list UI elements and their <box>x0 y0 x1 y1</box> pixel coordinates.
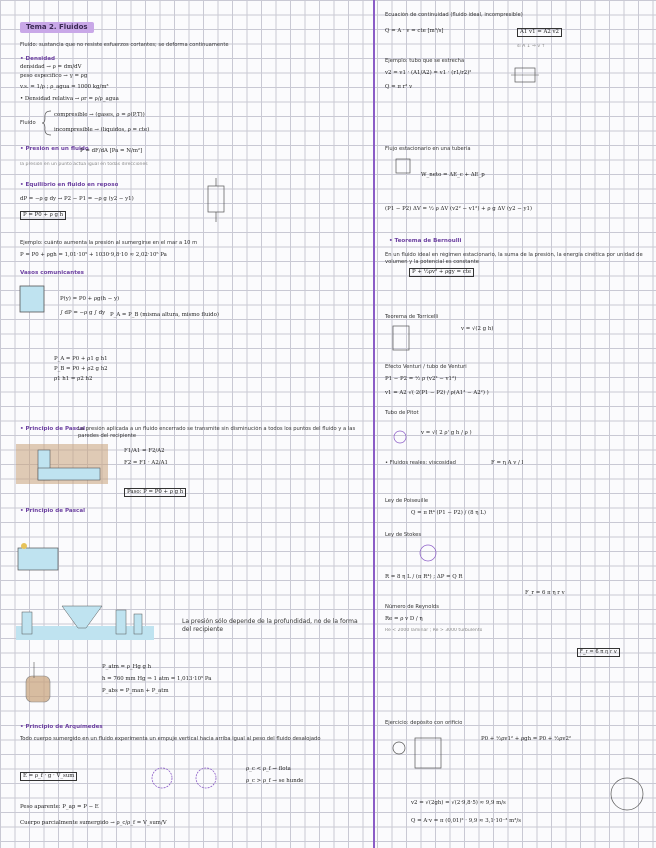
bernoulli-text: En un fluido ideal en régimen estacionario, la suma de la presión, la energía cinética por unidad de volumen y la potencial es constante <box>385 252 643 265</box>
vessels-paradox-sketch <box>16 604 156 642</box>
reynolds-equation: Re = ρ v D / η <box>385 616 423 622</box>
archimedes-text: Todo cuerpo sumergido en un fluido experimenta un empuje vertical hacia arriba igual al peso del fluido desalojado <box>20 736 321 742</box>
pitot-sketch <box>391 428 409 446</box>
manometer-c: ρ1 h1 = ρ2 h2 <box>54 376 93 382</box>
stokes-boxed <box>577 648 620 657</box>
manometer-b: P_B = P0 + ρ2 g h2 <box>54 366 108 372</box>
pressure-equation: P = dF/dA [Pa = N/m²] <box>80 148 143 154</box>
vessels-eq-3: P_A = P_B (misma altura, mismo fluido) <box>110 312 219 318</box>
rest-fluid-heading: • Equilibrio en fluido en reposo <box>20 182 119 188</box>
pitot-heading: Tubo de Pitot <box>385 410 419 416</box>
hydrostatic-boxed <box>20 211 66 220</box>
resistance-equation: R = 8 η L / (π R⁴) ; ΔP = Q R <box>385 574 463 580</box>
flotation-1: ρ_c < ρ_f → flota <box>246 766 291 772</box>
pressure-heading: • Presión en un fluido <box>20 146 89 152</box>
pascal-heading: • Principio de Pascal <box>20 426 86 432</box>
buoyancy-forces-sketch <box>144 760 226 796</box>
pascal-eq-2: F2 = F1 · A2/A1 <box>124 460 168 466</box>
reynolds-note: Re < 2000 laminar ; Re > 3000 turbulento <box>385 628 483 633</box>
pressure-differential: dP = −ρ g dy → P2 − P1 = −ρ g (y2 − y1) <box>20 196 134 202</box>
torricelli-equation: v = √(2 g h) <box>461 326 494 332</box>
barometer-eq-2: h = 760 mm Hg ⇒ 1 atm = 1,013·10⁵ Pa <box>102 676 212 682</box>
hydrostatic-equation: P = P0 + ρ g h <box>20 211 66 220</box>
specific-weight: peso específico → γ = ρg <box>20 73 88 79</box>
exercise-heading: Ejercicio: depósito con orificio <box>385 720 463 726</box>
flow-rate-equation: Q = A · v = cte [m³/s] <box>385 28 444 34</box>
connected-vessels-heading: Vasos comunicantes <box>20 270 84 276</box>
pascal-eq-3-value: Paso: P = P0 + ρ g h <box>124 488 186 497</box>
torricelli-heading: Teorema de Torricelli <box>385 314 439 320</box>
flotation-2: ρ_c > ρ_f → se hunde <box>246 778 304 784</box>
barometer-eq-1: P_atm = ρ_Hg g h <box>102 664 152 670</box>
pipe-example-heading: Ejemplo: tubo que se estrecha <box>385 58 465 64</box>
tank-with-orifice-sketch <box>389 734 449 774</box>
venturi-equation-2: v1 = A2 √( 2(P1 − P2) / ρ(A1² − A2²) ) <box>385 390 489 396</box>
density-equation: densidad → ρ = dm/dV <box>20 64 82 70</box>
venturi-heading: Efecto Venturi / tubo de Venturi <box>385 364 467 370</box>
bernoulli-equation <box>409 268 474 277</box>
density-heading: • Densidad <box>20 56 55 62</box>
left-column <box>6 0 368 848</box>
steady-flow-heading: Flujo estacionario en una tubería <box>385 146 471 152</box>
exercise-eq-3: Q = A·v = π (0,01)² · 9,9 ≈ 3,1·10⁻³ m³/s <box>411 818 521 824</box>
archimedes-heading: • Principio de Arquímedes <box>20 724 103 730</box>
relative-density: • Densidad relativa → ρr = ρ/ρ_agua <box>20 96 119 102</box>
intro-text: Fluido: sustancia que no resiste esfuerzos cortantes; se deforma continuamente <box>20 42 229 48</box>
vessels-eq-2: ∫ dP = −ρ g ∫ dy <box>60 310 106 316</box>
pressure-paradox-note: La presión sólo depende de la profundidad, no de la forma del recipiente <box>182 618 358 633</box>
manometer-a: P_A = P0 + ρ1 g h1 <box>54 356 108 362</box>
continuity-heading: Ecuación de continuidad (fluido ideal, incompresible) <box>385 12 523 18</box>
wheel-sketch <box>607 774 647 814</box>
bernoulli-equation-value: P + ½ρv² + ρgy = cte <box>409 268 474 277</box>
beaker-sketch <box>14 540 64 574</box>
continuity-equation-value: A1 v1 = A2 v2 <box>517 28 562 37</box>
stokes-boxed-value: F_r = 6 π η r v <box>577 648 620 657</box>
exercise-eq-1: P0 + ½ρv1² + ρgh = P0 + ½ρv2² <box>481 736 572 742</box>
hydraulic-press-sketch <box>16 444 108 484</box>
specific-volume: v.s. = 1/ρ ; ρ_agua = 1000 kg/m³ <box>20 84 109 90</box>
pipe-example-solution: v2 = v1 · (A1/A2) = v1 · (r1/r2)² <box>385 70 472 76</box>
vessels-eq-1: P(y) = P0 + ρg(h − y) <box>60 296 120 302</box>
container-sketch <box>18 282 48 316</box>
fluid-element-sketch <box>202 176 232 226</box>
exercise-eq-2: v2 = √(2gh) = √(2·9,8·5) ≈ 9,9 m/s <box>411 800 506 806</box>
incompressible-fluid: incompresible → (líquidos, ρ = cte) <box>54 127 150 133</box>
example-solution: P = P0 + ρgh = 1,01·10⁵ + 1030·9,8·10 ≈ 2,02·10⁵ Pa <box>20 252 167 258</box>
apparent-weight: Peso aparente: P_ap = P − E <box>20 804 99 810</box>
pitot-equation: v = √( 2 ρ' g h / ρ ) <box>421 430 472 436</box>
fluid-cell-sketch <box>395 158 411 174</box>
continuity-note: si A ↓ ⇒ v ↑ <box>517 44 546 49</box>
tank-sketch <box>391 324 413 354</box>
pipe-sketch <box>511 64 541 86</box>
fluid-label: Fluido <box>20 120 36 126</box>
stokes-heading: Ley de Stokes <box>385 532 422 538</box>
pascal-eq-1: F1/A1 = F2/A2 <box>124 448 165 454</box>
partially-submerged: Cuerpo parcialmente sumergido → ρ_c/ρ_f = V_sum/V <box>20 820 167 826</box>
compressible-fluid: compresible → (gases, ρ = ρ(P,T)) <box>54 112 145 118</box>
barometer-eq-3: P_abs = P_man + P_atm <box>102 688 169 694</box>
poiseuille-heading: Ley de Poiseuille <box>385 498 429 504</box>
column-divider <box>373 0 375 848</box>
reynolds-heading: Número de Reynolds <box>385 604 439 610</box>
buoyancy-equation-value: E = ρ_f · g · V_sum <box>20 772 77 781</box>
stokes-equation: F_r = 6 π η r v <box>525 590 565 596</box>
viscosity-heading: • Fluidos reales: viscosidad <box>385 460 456 466</box>
venturi-equation: P1 − P2 = ½ ρ (v2² − v1²) <box>385 376 457 382</box>
pascal-paradox-heading: • Principio de Pascal <box>20 508 86 514</box>
viscosity-equation: F = η A v / l <box>491 460 524 466</box>
pascal-text: La presión aplicada a un fluido encerrado se transmite sin disminución a todos los puntos del fluido y a las paredes del recipiente <box>78 426 356 439</box>
sphere-sketch <box>417 542 439 564</box>
right-column <box>381 0 651 848</box>
pipe-example-solution-2: Q = π r² v <box>385 84 413 90</box>
bernoulli-heading: • Teorema de Bernoulli <box>389 238 462 244</box>
buoyancy-equation <box>20 772 77 781</box>
pascal-eq-3 <box>124 488 186 497</box>
barometer-sketch <box>20 660 56 706</box>
continuity-equation <box>517 28 562 37</box>
page-title: Tema 2. Fluidos <box>20 22 94 33</box>
work-energy-equation: W_neto = ΔE_c + ΔE_p <box>421 172 485 178</box>
brace-sketch <box>42 110 52 136</box>
poiseuille-equation: Q = π R⁴ (P1 − P2) / (8 η L) <box>411 510 486 516</box>
example-heading: Ejemplo: cuánto aumenta la presión al sumergirse en el mar a 10 m <box>20 240 198 246</box>
work-energy-expanded: (P1 − P2) ΔV = ½ ρ ΔV (v2² − v1²) + ρ g ΔV (y2 − y1) <box>385 206 533 212</box>
pressure-note: la presión en un punto actúa igual en todas direcciones <box>20 162 148 167</box>
